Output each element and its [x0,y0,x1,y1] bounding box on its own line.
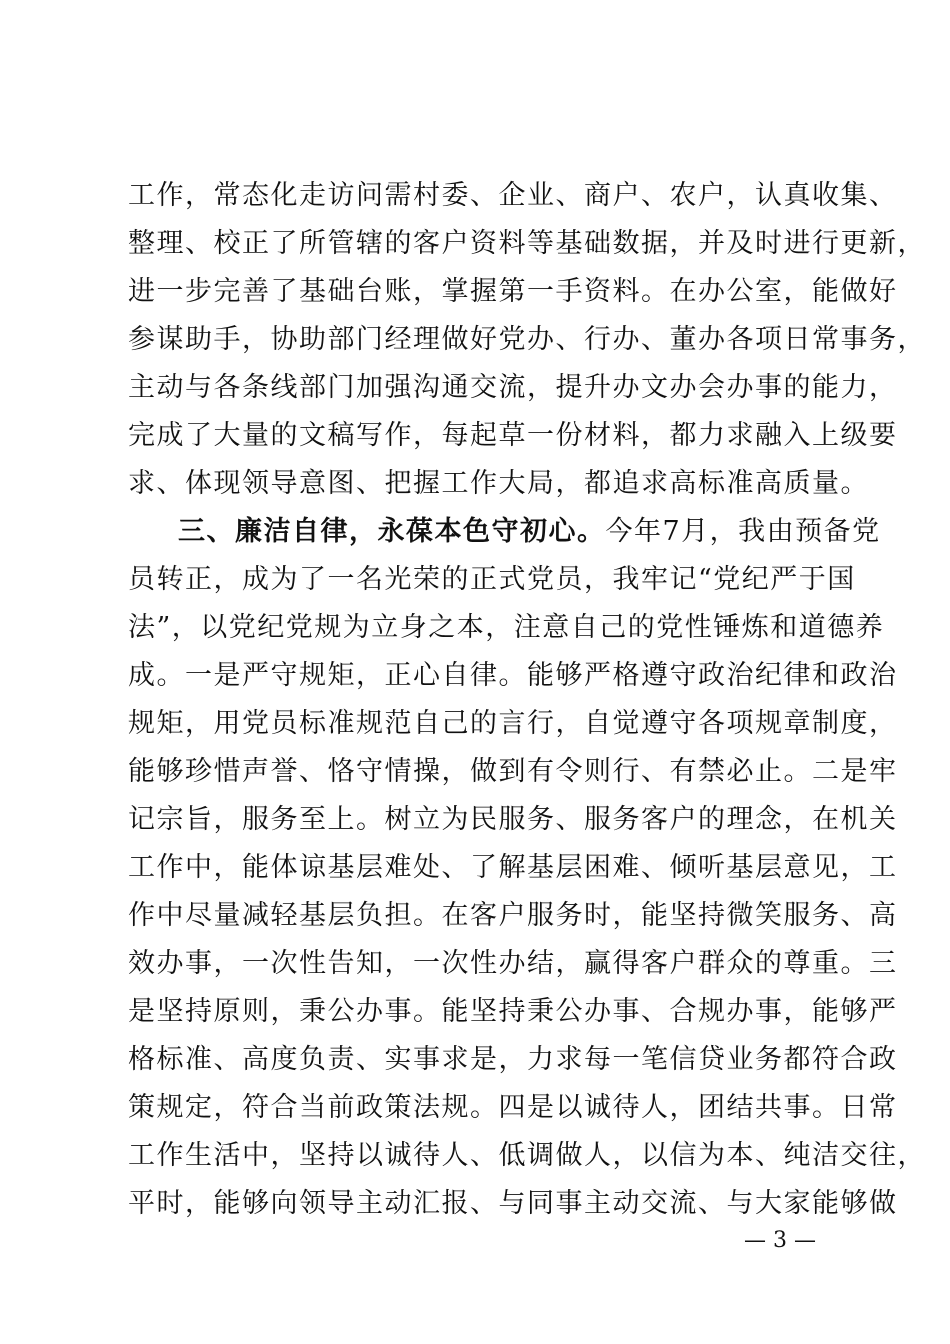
section-heading: 三、廉洁自律，永葆本色守初心。 [178,516,606,547]
text-line: 平时，能够向领导主动汇报、与同事主动交流、与大家能够做 [128,1188,898,1219]
text-line: 整理、校正了所管辖的客户资料等基础数据，并及时进行更新， [128,228,926,259]
text-line: 完成了大量的文稿写作，每起草一份材料，都力求融入上级要 [128,420,898,451]
text-line: 是坚持原则，秉公办事。能坚持秉公办事、合规办事，能够严 [128,996,898,1027]
page-number: — 3 — [744,1228,816,1253]
text-line: 工作，常态化走访问需村委、企业、商户、农户，认真收集、 [128,180,898,211]
text-line: 进一步完善了基础台账，掌握第一手资料。在办公室，能做好 [128,276,898,307]
text-line: 记宗旨，服务至上。树立为民服务、服务客户的理念，在机关 [128,804,898,835]
text-line: 成。一是严守规矩，正心自律。能够严格遵守政治纪律和政治 [128,660,898,691]
text-line: 工作生活中，坚持以诚待人、低调做人，以信为本、纯洁交往， [128,1140,926,1171]
text-line: 作中尽量减轻基层负担。在客户服务时，能坚持微笑服务、高 [128,900,898,931]
section-heading-line [178,508,881,556]
text-line: 策规定，符合当前政策法规。四是以诚待人，团结共事。日常 [128,1092,898,1123]
text-line: 格标准、高度负责、实事求是，力求每一笔信贷业务都符合政 [128,1044,898,1075]
text-line: 主动与各条线部门加强沟通交流，提升办文办会办事的能力， [128,372,898,403]
text-line: 求、体现领导意图、把握工作大局，都追求高标准高质量。 [128,468,869,499]
text-line: 参谋助手，协助部门经理做好党办、行办、董办各项日常事务， [128,324,926,355]
section-heading-continuation: 今年7月，我由预备党 [605,516,881,547]
text-line: 能够珍惜声誉、恪守情操，做到有令则行、有禁必止。二是牢 [128,756,898,787]
text-line: 员转正，成为了一名光荣的正式党员，我牢记“党纪严于国 [128,564,856,595]
text-line: 工作中，能体谅基层难处、了解基层困难、倾听基层意见，工 [128,852,898,883]
text-line: 规矩，用党员标准规范自己的言行，自觉遵守各项规章制度， [128,708,898,739]
text-line: 法”，以党纪党规为立身之本，注意自己的党性锤炼和道德养 [128,612,885,643]
text-line: 效办事，一次性告知，一次性办结，赢得客户群众的尊重。三 [128,948,898,979]
